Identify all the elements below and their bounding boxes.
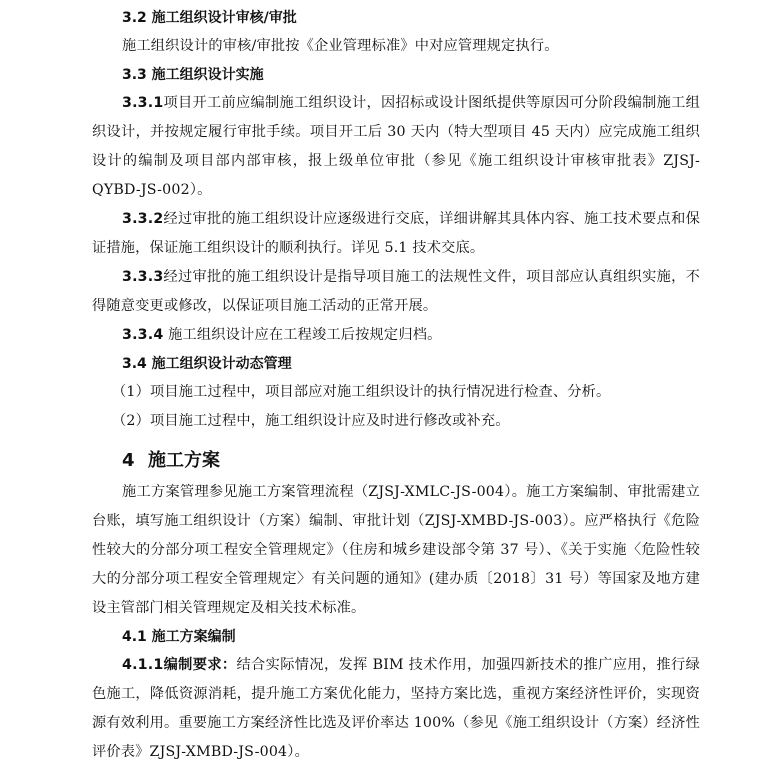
- item-text: 项目开工前应编制施工组织设计，因招标或设计图纸提供等原因可分阶段编制施工组织设计，并按规定履行审批手续。项目开工后 30 天内（特大型项目 45 天内）应完成施工组织设计的编制及项目部内部审核，报上级单位审批（参见《施工组织设计审核审批表》ZJSJ-QYBD-JS-002）。: [92, 95, 700, 198]
- heading-4: [122, 444, 700, 478]
- item-number: 3.3.4: [122, 327, 164, 343]
- item-text: 结合实际情况，发挥 BIM 技术作用，加强四新技术的推广应用，推行绿色施工，降低资源消耗，提升施工方案优化能力，坚持方案比选，重视方案经济性评价，实现资源有效利用。重要施工方案经济性比选及评价率达 100%（参见《施工组织设计（方案）经济性评价表》ZJSJ-XMBD-JS-004）。: [92, 657, 700, 760]
- item-3-3-2: [92, 205, 700, 263]
- item-label: 编制要求：: [163, 657, 237, 673]
- item-3-3-3: [92, 263, 700, 321]
- paragraph-3-2: 施工组织设计的审核/审批按《企业管理标准》中对应管理规定执行。: [122, 38, 559, 54]
- item-text: 施工组织设计应在工程竣工后按规定归档。: [163, 327, 442, 343]
- item-text: 经过审批的施工组织设计是指导项目施工的法规性文件，项目部应认真组织实施，不得随意变更或修改，以保证项目施工活动的正常开展。: [92, 269, 700, 314]
- item-3-3-4: [92, 321, 700, 350]
- list-item-3-4-1: （1）项目施工过程中，项目部应对施工组织设计的执行情况进行检查、分析。: [112, 384, 611, 400]
- heading-4-1: 4.1 施工方案编制: [122, 629, 236, 645]
- heading-3-3: 3.3 施工组织设计实施: [122, 67, 264, 83]
- list-item-3-4-2: （2）项目施工过程中，施工组织设计应及时进行修改或补充。: [112, 413, 510, 429]
- heading-3-4: 3.4 施工组织设计动态管理: [122, 356, 292, 372]
- item-3-3-1: [92, 89, 700, 205]
- item-number: 3.3.3: [122, 269, 164, 285]
- paragraph-4: 施工方案管理参见施工方案管理流程（ZJSJ-XMLC-JS-004）。施工方案编制、审批需建立台账，填写施工组织设计（方案）编制、审批计划（ZJSJ-XMBD-JS-003）。应严格执行《危险性较大的分部分项工程安全管理规定》（住房和城乡建设部令第 37 号）、《关于实施〈危险性较大的分部分项工程安全管理规定〉有关问题的通知》(建办质〔2018〕31 号）等国家及地方建设主管部门相关管理规定及相关技术标准。: [92, 484, 700, 616]
- item-4-1-1: [92, 651, 700, 767]
- heading-number: 4: [122, 450, 135, 471]
- heading-title: 施工方案: [148, 450, 220, 471]
- item-number: 4.1.1: [122, 657, 164, 673]
- item-number: 3.3.1: [122, 95, 164, 111]
- item-number: 3.3.2: [122, 211, 164, 227]
- item-text: 经过审批的施工组织设计应逐级进行交底，详细讲解其具体内容、施工技术要点和保证措施，保证施工组织设计的顺利执行。详见 5.1 技术交底。: [92, 211, 700, 256]
- heading-3-2: 3.2 施工组织设计审核/审批: [122, 10, 297, 26]
